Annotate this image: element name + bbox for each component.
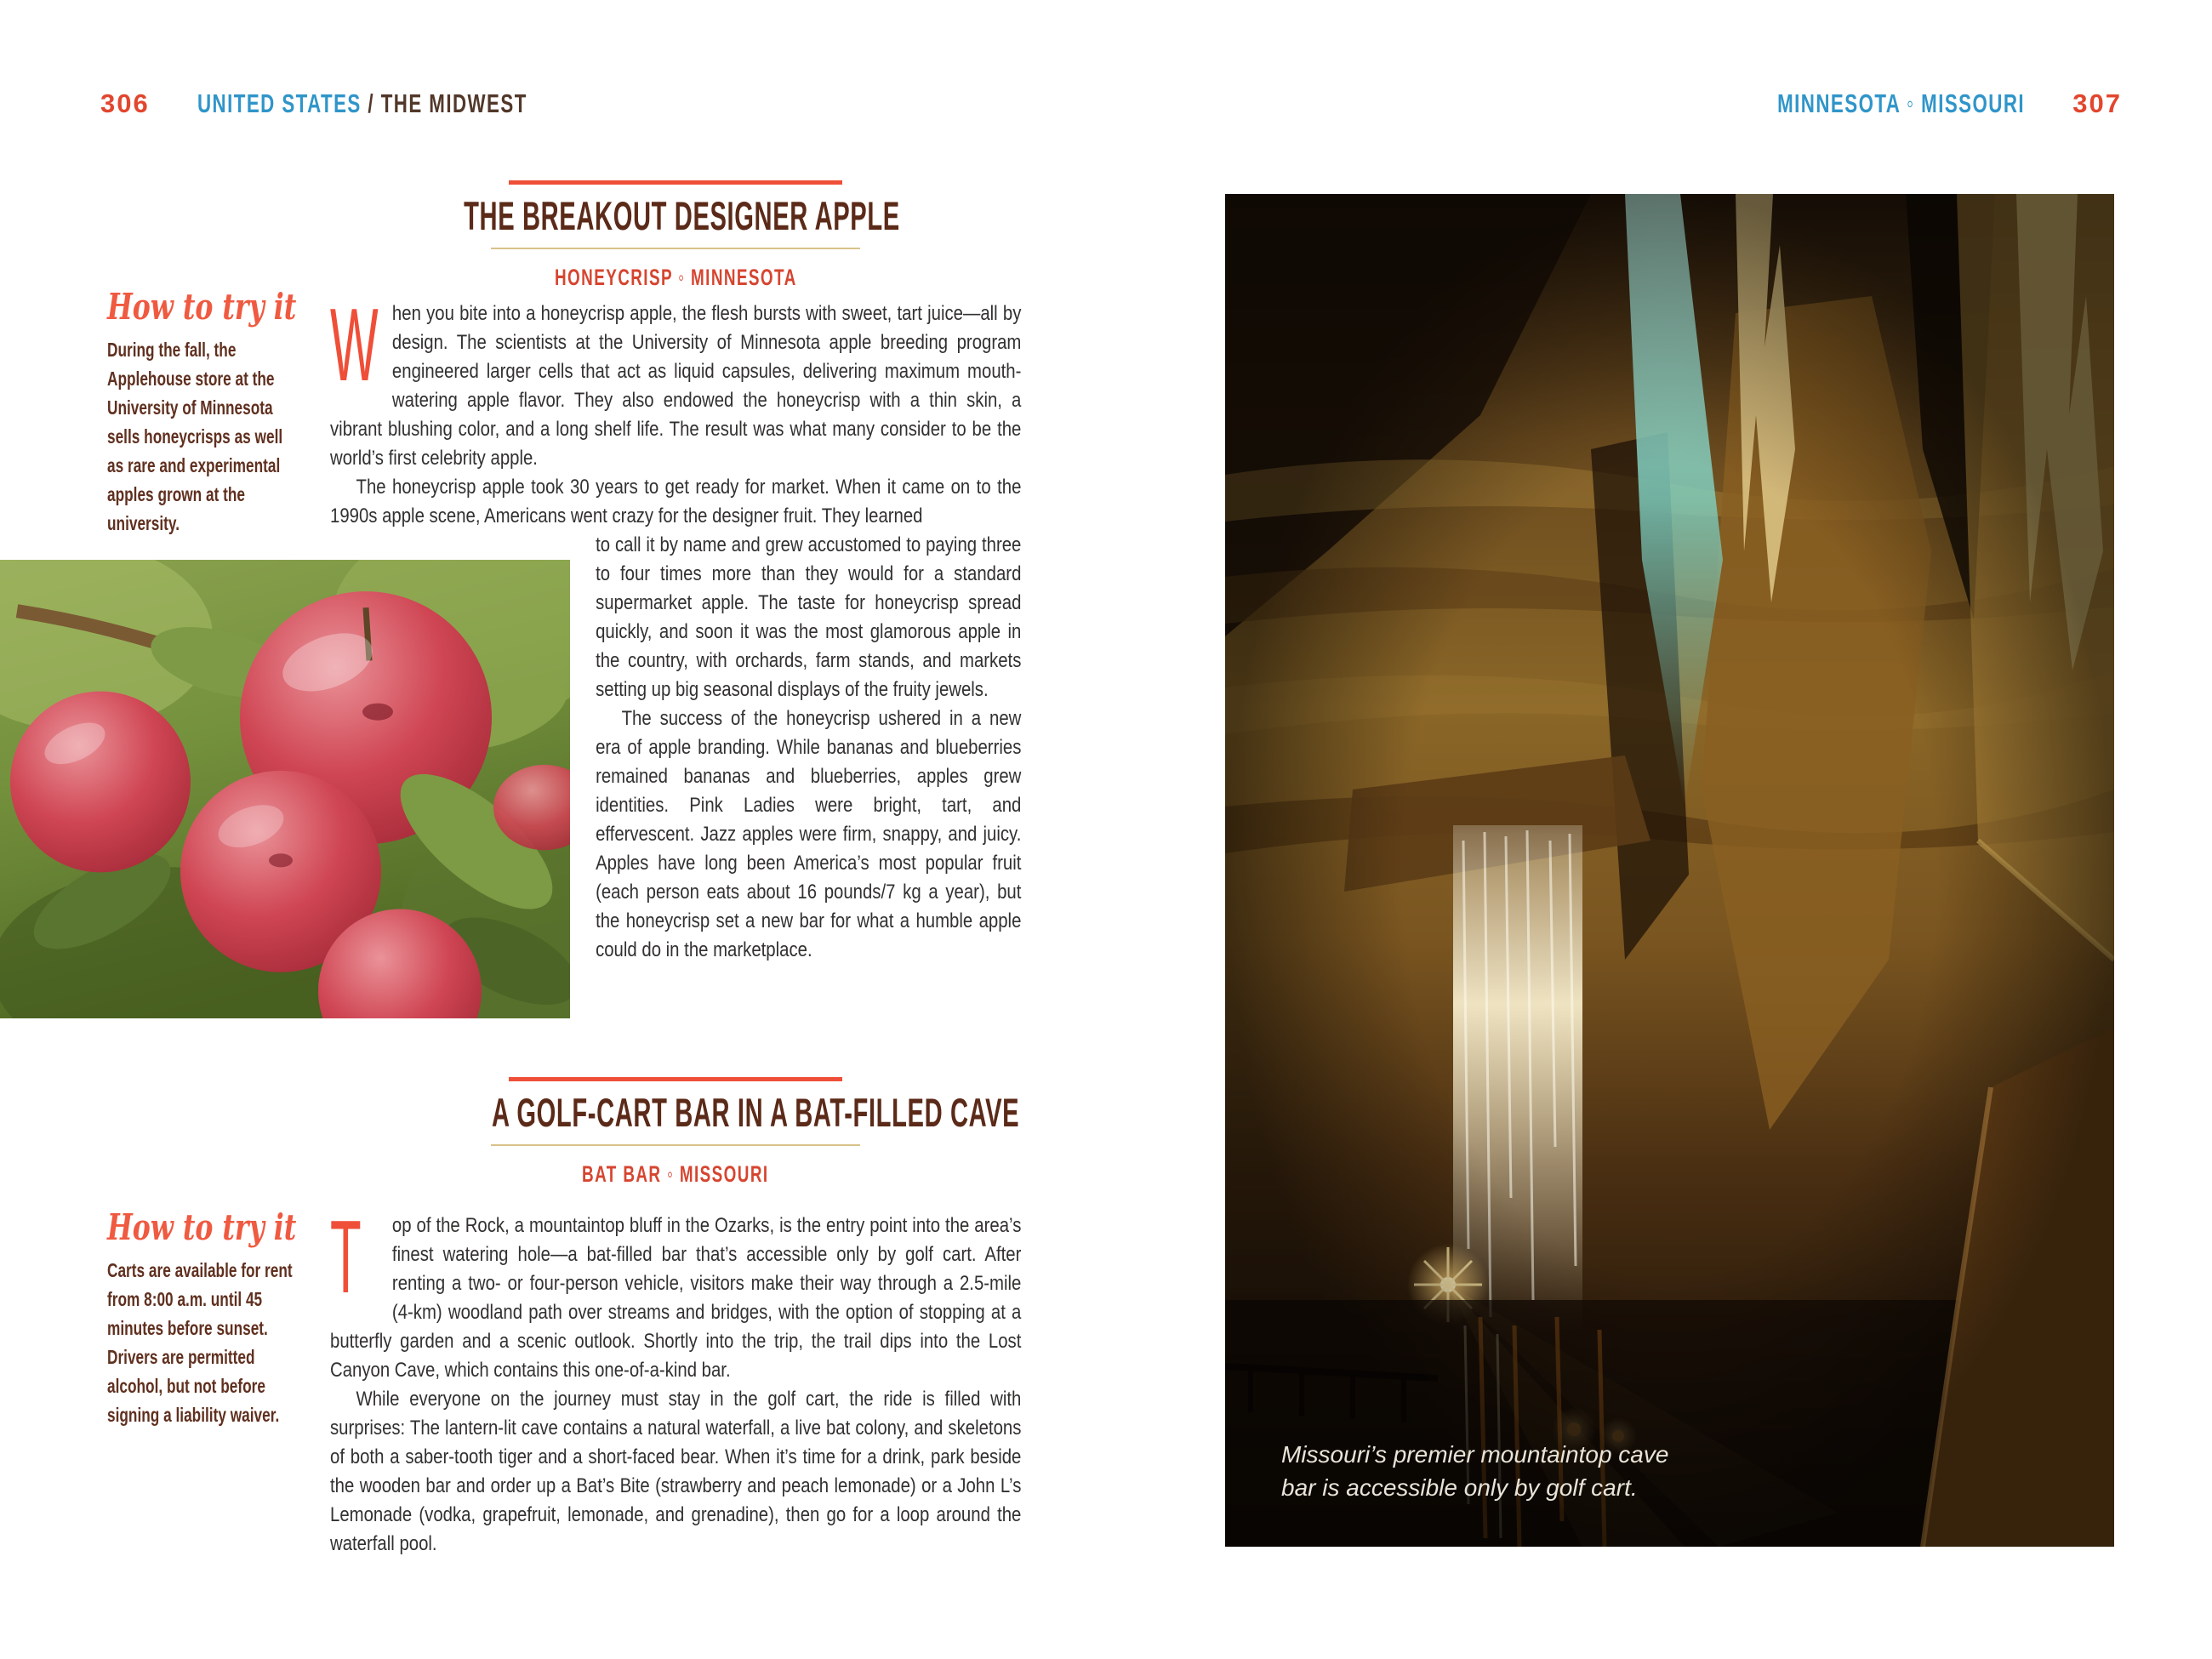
article1-paragraph-2-wrapped: to call it by name and grew accustomed to paying three to four times more than they would for a standard supermarket apple. The taste for honeycrisp spread quickly, and soon it was the most glamorous apple in the country, with orchards, farm stands, and markets setting up big seasonal displays of the fruity jewels. <box>596 533 1022 701</box>
howto-body-text: During the fall, the Applehouse store at the University of Minnesota sells honeycrisps as well as rare and experimental apples grown at the university. <box>107 339 283 534</box>
subsection-label: THE MIDWEST <box>380 88 527 118</box>
section-slash: / <box>368 88 374 118</box>
article1-paragraph-1: W hen you bite into a honeycrisp apple, the flesh bursts with sweet, tart juice—all by design. The scientists at the University of Minnesota apple breeding program engineered larger cells that act as liquid capsules, delivering maximum mouth-watering apple flavor. They also endowed the honeycrisp with a thin skin, a vibrant blushing color, and a long shelf life. The result was what many consider to be the world’s first celebrity apple. <box>330 287 1022 470</box>
title-rule-orange <box>509 1077 842 1081</box>
honeycrisp-apples-photo <box>0 560 570 1018</box>
article1-text-wrap-block <box>596 531 1021 965</box>
howto-heading: How to try it <box>107 286 297 328</box>
running-head-right <box>1681 88 2122 119</box>
section-label: UNITED STATES <box>197 88 362 118</box>
title-rule-orange <box>509 180 842 185</box>
dropcap-t: T <box>330 1199 362 1314</box>
article1-howto-sidebar <box>107 288 299 538</box>
apple-photo-art <box>0 560 570 1018</box>
title-rule-tan <box>491 248 860 249</box>
article1-title: THE BREAKOUT DESIGNER APPLE <box>464 193 900 238</box>
article2-howto-sidebar <box>107 1208 299 1429</box>
howto-body-text: Carts are available for rent from 8:00 a.m. until 45 minutes before sunset. Drivers are permitted alcohol, but not before signing a liability waiver. <box>107 1259 293 1426</box>
article2-body <box>330 1199 1022 1559</box>
article1-title-block <box>330 180 1021 291</box>
lost-canyon-cave-photo <box>1225 194 2114 1547</box>
running-head-left <box>100 88 655 119</box>
page-number-left: 306 <box>100 88 150 118</box>
cave-photo-art <box>1225 194 2114 1547</box>
article1-subtitle: HONEYCRISP ◦ MINNESOTA <box>554 265 797 290</box>
article2-subtitle: BAT BAR ◦ MISSOURI <box>582 1161 769 1187</box>
article1-paragraph-2-lead: The honeycrisp apple took 30 years to get ready for market. When it came on to the 1990s apple scene, Americans went crazy for the designer fruit. They learned <box>330 476 1022 527</box>
howto-heading: How to try it <box>107 1206 297 1248</box>
article2-paragraph-1: T op of the Rock, a mountaintop bluff in the Ozarks, is the entry point into the area’s finest watering hole—a bat-filled bar that’s accessible only by golf cart. After renting a two- or four-person vehicle, visitors make their way through a 2.5-mile (4-km) woodland path over streams and bridges, with the option of stopping at a butterfly garden and a scenic outlook. Shortly into the trip, the trail dips into the Lost Canyon Cave, which contains this one-of-a-kind bar. <box>330 1199 1022 1382</box>
page-number-right: 307 <box>2072 88 2122 118</box>
article1-paragraph-3: The success of the honeycrisp ushered in a new era of apple branding. While bananas and blueberries remained bananas and blueberries, apples grew identities. Pink Ladies were bright, tart, and effervescent. Jazz apples were firm, snappy, and juicy. Apples have long been America’s most popular fruit (each person eats about 16 pounds/7 kg a year), but the honeycrisp set a new bar for what a humble apple could do in the marketplace. <box>596 707 1022 961</box>
region-labels: MINNESOTA ◦ MISSOURI <box>1777 88 2026 118</box>
cave-photo-caption: Missouri’s premier mountaintop cave bar is accessible only by golf cart. <box>1281 1441 1669 1501</box>
article2-paragraph-2: While everyone on the journey must stay in the golf cart, the ride is filled with surprises: The lantern-lit cave contains a natural waterfall, a live bat colony, and skeletons of both a saber-tooth tiger and a short-faced bear. When it’s time for a drink, park beside the wooden bar and order up a Bat’s Bite (strawberry and peach lemonade) or a John L’s Lemonade (vodka, grapefruit, lemonade, and grenadine), then go for a loop around the waterfall pool. <box>330 1388 1022 1555</box>
article2-title: A GOLF-CART BAR IN A BAT-FILLED CAVE <box>492 1090 1020 1135</box>
article2-title-block <box>330 1077 1021 1188</box>
title-rule-tan <box>491 1144 860 1146</box>
dropcap-w: W <box>330 287 379 402</box>
